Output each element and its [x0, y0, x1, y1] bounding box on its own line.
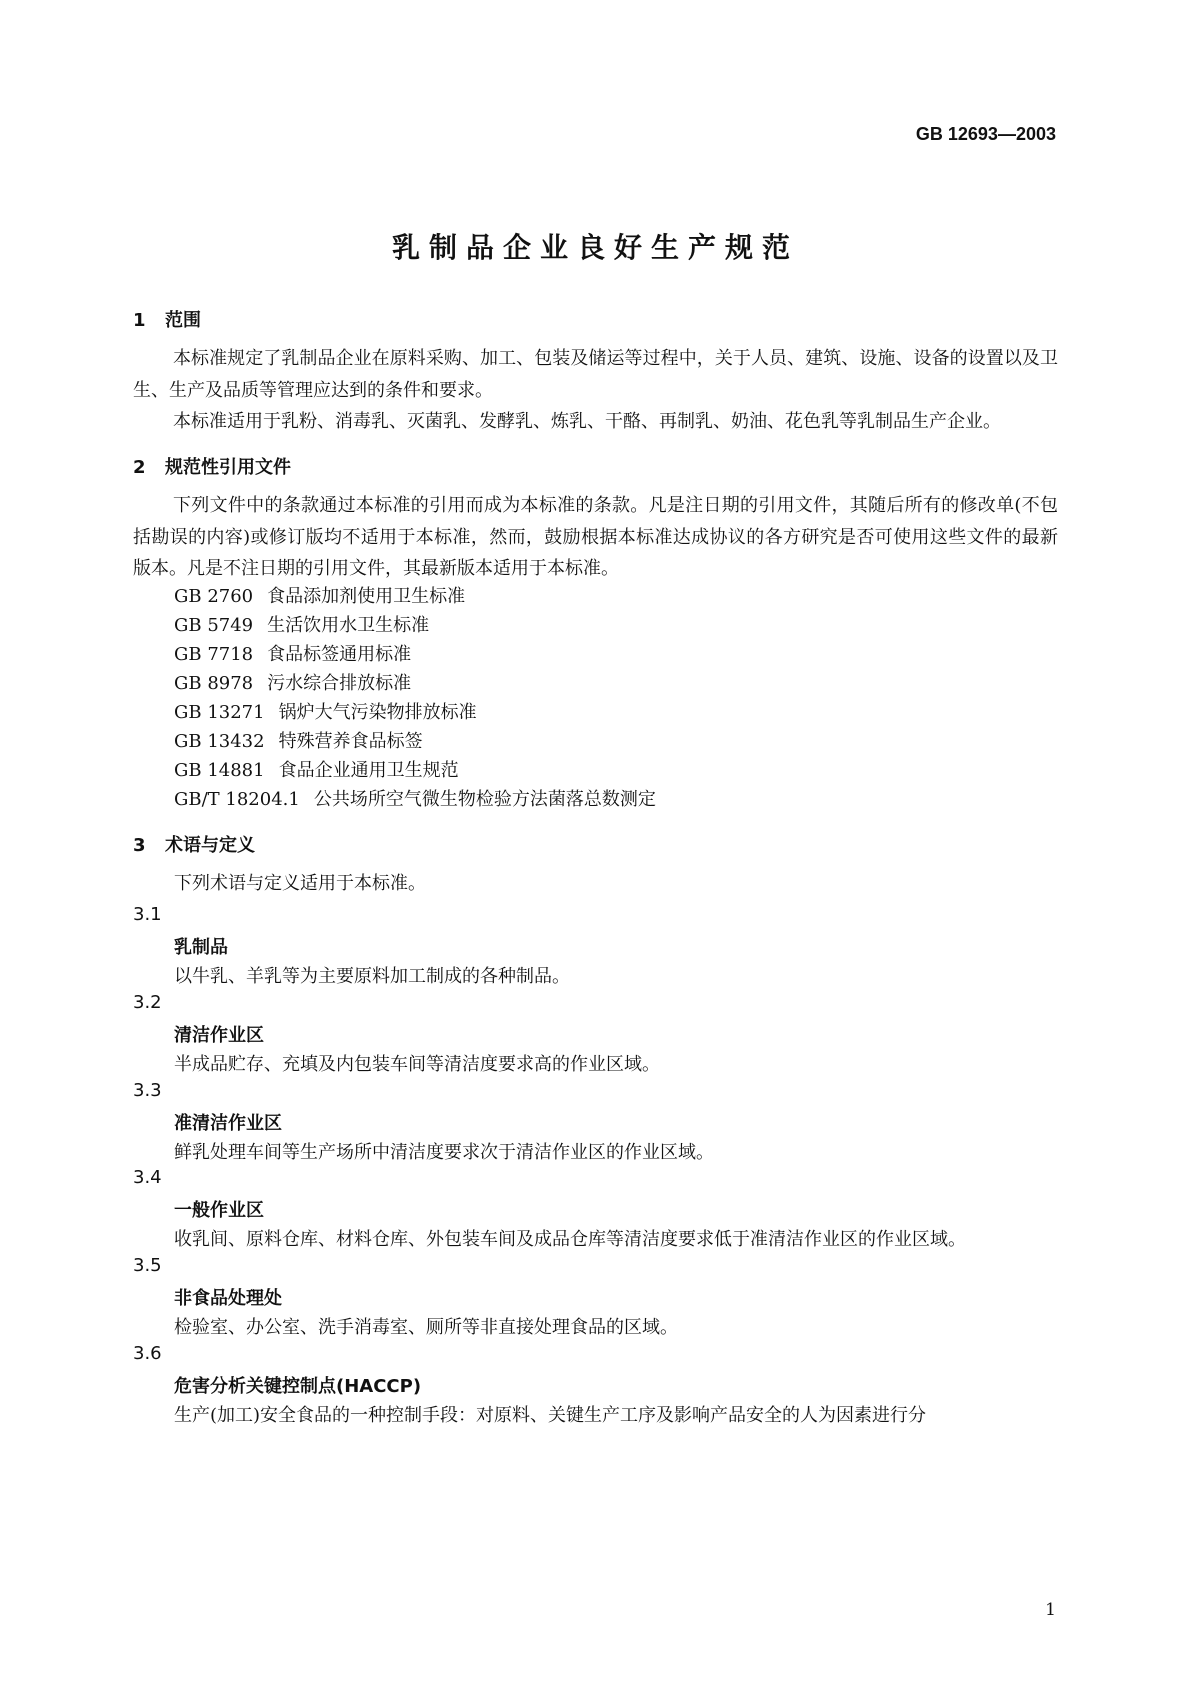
reference-code: GB 8978: [174, 673, 254, 694]
section-1-paragraph-2: 本标准适用于乳粉、消毒乳、灭菌乳、发酵乳、炼乳、干酪、再制乳、奶油、花色乳等乳制品生产企业。: [173, 411, 1001, 432]
reference-title: 锅炉大气污染物排放标准: [278, 702, 477, 723]
term-name: 非食品处理处: [174, 1288, 282, 1309]
reference-item: [174, 756, 459, 782]
term-name: 乳制品: [174, 937, 228, 958]
reference-code: GB 14881: [174, 760, 265, 781]
reference-title: 食品标签通用标准: [267, 644, 412, 665]
reference-item: [174, 698, 477, 724]
term-definition: 检验室、办公室、洗手消毒室、厕所等非直接处理食品的区域。: [174, 1317, 678, 1338]
term-definition: 收乳间、原料仓库、材料仓库、外包装车间及成品仓库等清洁度要求低于准清洁作业区的作业区域。: [174, 1229, 966, 1250]
reference-item: [174, 669, 411, 695]
section-1-paragraph-1: 本标准规定了乳制品企业在原料采购、加工、包装及储运等过程中，关于人员、建筑、设施、设备的设置以及卫生、生产及品质等管理应达到的条件和要求。: [133, 348, 1058, 401]
term-number: 3.3: [133, 1080, 162, 1101]
term-definition: 以牛乳、羊乳等为主要原料加工制成的各种制品。: [174, 966, 570, 987]
reference-code: GB 5749: [174, 615, 254, 636]
section-2-heading: [133, 453, 291, 479]
section-number: 1: [133, 310, 146, 331]
section-2-paragraph: 下列文件中的条款通过本标准的引用而成为本标准的条款。凡是注日期的引用文件，其随后所有的修改单(不包括勘误的内容)或修订版均不适用于本标准，然而，鼓励根据本标准达成协议的各方研究是否可使用这些文件的最新版本。凡是不注日期的引用文件，其最新版本适用于本标准。: [133, 495, 1058, 579]
reference-title: 食品企业通用卫生规范: [278, 760, 459, 781]
reference-title: 公共场所空气微生物检验方法菌落总数测定: [313, 789, 656, 810]
term-number: 3.4: [133, 1167, 162, 1188]
term-name: 准清洁作业区: [174, 1113, 282, 1134]
reference-code: GB/T 18204.1: [174, 789, 300, 810]
reference-code: GB 7718: [174, 644, 254, 665]
section-3-intro: 下列术语与定义适用于本标准。: [174, 873, 426, 894]
reference-item: [174, 727, 423, 753]
section-title: 规范性引用文件: [165, 457, 291, 478]
reference-code: GB 2760: [174, 586, 254, 607]
term-number: 3.6: [133, 1343, 162, 1364]
term-number: 3.5: [133, 1255, 162, 1276]
reference-title: 污水综合排放标准: [267, 673, 412, 694]
term-number: 3.2: [133, 992, 162, 1013]
section-title: 范围: [165, 310, 201, 331]
reference-title: 特殊营养食品标签: [278, 731, 423, 752]
reference-title: 食品添加剂使用卫生标准: [267, 586, 466, 607]
reference-item: [174, 611, 429, 637]
document-title: 乳制品企业良好生产规范: [391, 231, 799, 264]
term-definition: 半成品贮存、充填及内包装车间等清洁度要求高的作业区域。: [174, 1054, 660, 1075]
term-number: 3.1: [133, 904, 162, 925]
reference-item: [174, 582, 465, 608]
reference-item: [174, 640, 411, 666]
reference-code: GB 13271: [174, 702, 265, 723]
section-1-heading: [133, 306, 201, 332]
reference-item: [174, 785, 656, 811]
term-definition: 鲜乳处理车间等生产场所中清洁度要求次于清洁作业区的作业区域。: [174, 1142, 714, 1163]
section-number: 3: [133, 835, 146, 856]
section-title: 术语与定义: [165, 835, 255, 856]
section-3-heading: [133, 831, 255, 857]
term-name: 危害分析关键控制点(HACCP): [174, 1376, 422, 1397]
standard-number: GB 12693—2003: [915, 124, 1056, 144]
reference-code: GB 13432: [174, 731, 265, 752]
section-number: 2: [133, 457, 146, 478]
term-definition: 生产(加工)安全食品的一种控制手段：对原料、关键生产工序及影响产品安全的人为因素进行分: [174, 1405, 927, 1426]
reference-title: 生活饮用水卫生标准: [267, 615, 430, 636]
term-name: 清洁作业区: [174, 1025, 264, 1046]
term-name: 一般作业区: [174, 1200, 264, 1221]
page-number: 1: [1045, 1600, 1056, 1620]
